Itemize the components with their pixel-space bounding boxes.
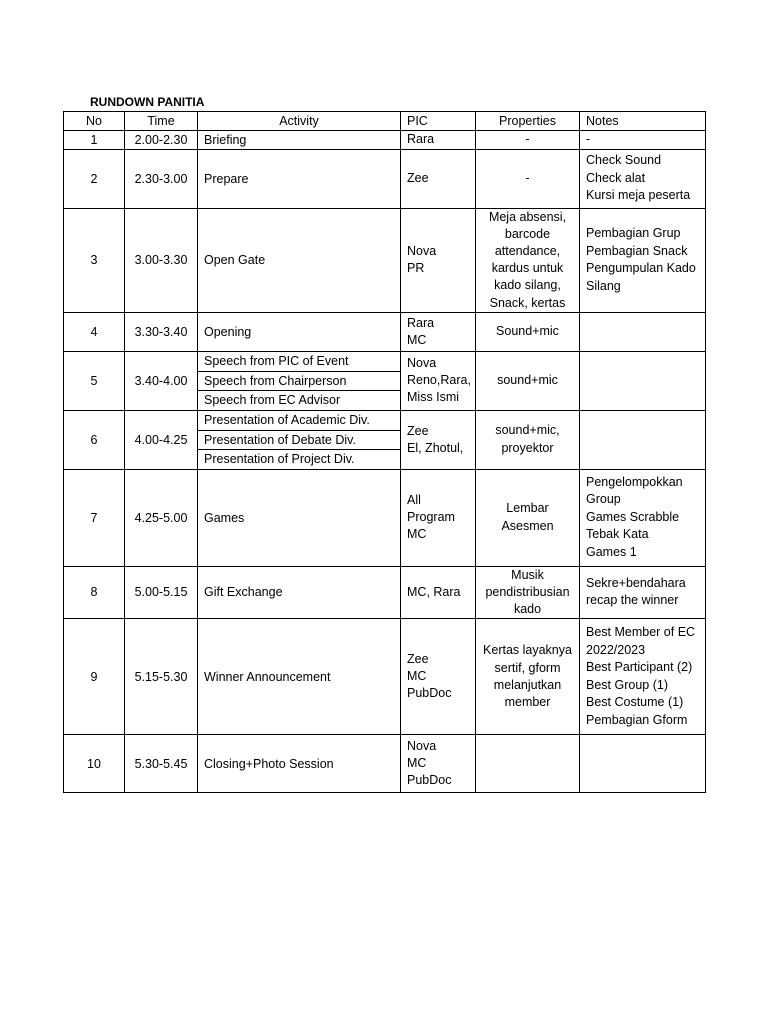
activity-subitem: Speech from Chairperson (198, 371, 400, 390)
pic-line: PR (407, 261, 425, 276)
cell-activity (198, 735, 401, 793)
notes-line: Group (586, 492, 621, 507)
activity-subitem: Presentation of Academic Div. (204, 412, 370, 427)
cell-time: 3.00-3.30 (125, 208, 198, 312)
properties-line: - (525, 170, 530, 185)
cell-no: 9 (64, 619, 125, 735)
table-row (64, 619, 706, 735)
properties-line: attendance, (494, 243, 561, 258)
table-row (64, 410, 706, 469)
cell-notes (580, 735, 706, 793)
cell-properties (476, 208, 580, 312)
cell-activity (198, 149, 401, 208)
table-row (64, 208, 706, 312)
notes-line: Check alat (586, 170, 646, 185)
cell-activity (198, 351, 401, 410)
cell-activity (198, 566, 401, 619)
notes-line: Silang (586, 278, 621, 293)
properties-line: sertif, gform (494, 660, 561, 675)
cell-notes (580, 410, 706, 469)
cell-activity (198, 131, 401, 150)
cell-time: 5.00-5.15 (125, 566, 198, 619)
notes-line: Sekre+bendahara (586, 575, 686, 590)
cell-time: 3.40-4.00 (125, 351, 198, 410)
cell-pic (401, 131, 476, 150)
cell-no: 3 (64, 208, 125, 312)
properties-line: kardus untuk (491, 261, 564, 276)
cell-properties (476, 735, 580, 793)
activity-line: Open Gate (204, 253, 266, 268)
cell-pic (401, 566, 476, 619)
properties-line: Sound+mic (496, 324, 559, 339)
cell-pic (401, 351, 476, 410)
cell-activity (198, 312, 401, 351)
cell-time: 5.15-5.30 (125, 619, 198, 735)
properties-line: Meja absensi, (488, 209, 567, 224)
cell-pic (401, 208, 476, 312)
properties-line: Musik (511, 567, 544, 582)
cell-time: 3.30-3.40 (125, 312, 198, 351)
properties-line: Asesmen (501, 518, 554, 533)
table-row (64, 149, 706, 208)
cell-no: 8 (64, 566, 125, 619)
cell-pic (401, 469, 476, 566)
pic-line: Zee (407, 423, 429, 438)
rundown-table (63, 111, 706, 793)
header-pic: PIC (401, 112, 476, 131)
pic-line: Nova (407, 739, 437, 754)
pic-line: Miss Ismi (407, 390, 460, 405)
activity-line: Winner Announcement (204, 669, 331, 684)
header-properties: Properties (476, 112, 580, 131)
cell-notes (580, 619, 706, 735)
cell-notes (580, 469, 706, 566)
properties-line: Snack, kertas (489, 295, 566, 310)
properties-line: barcode (504, 226, 551, 241)
cell-no: 2 (64, 149, 125, 208)
table-row (64, 351, 706, 410)
table-row (64, 566, 706, 619)
properties-line: member (504, 695, 551, 709)
properties-line: proyektor (501, 440, 554, 455)
properties-line: sound+mic (497, 373, 558, 388)
notes-line: - (586, 132, 591, 146)
cell-no: 1 (64, 131, 125, 150)
pic-line: Rara (407, 132, 435, 147)
cell-no: 5 (64, 351, 125, 410)
properties-line: pendistribusian (485, 584, 570, 599)
pic-line: MC, Rara (407, 584, 461, 599)
notes-line: Pembagian Grup (586, 226, 681, 241)
cell-activity (198, 469, 401, 566)
notes-line: recap the winner (586, 593, 679, 608)
properties-line: melanjutkan (493, 677, 562, 692)
notes-line: 2022/2023 (586, 642, 646, 657)
cell-time: 4.00-4.25 (125, 410, 198, 469)
notes-line: Best Participant (2) (586, 660, 693, 675)
document-title: RUNDOWN PANITIA (90, 95, 205, 109)
cell-properties (476, 351, 580, 410)
cell-properties (476, 566, 580, 619)
header-activity: Activity (198, 112, 401, 131)
cell-properties (476, 410, 580, 469)
table-row (64, 735, 706, 793)
pic-line: Nova (407, 244, 437, 259)
properties-line: Lembar (506, 501, 549, 516)
notes-line: Pembagian Snack (586, 243, 688, 258)
pic-line: Zee (407, 171, 429, 185)
properties-line: - (525, 132, 530, 147)
cell-properties (476, 149, 580, 208)
notes-line: Kursi meja peserta (586, 188, 691, 203)
properties-line: kado silang, (494, 278, 561, 293)
pic-line: MC (407, 332, 427, 347)
properties-line: sound+mic, (495, 423, 560, 438)
cell-properties (476, 619, 580, 735)
notes-line: Pembagian Gform (586, 712, 688, 727)
cell-pic (401, 149, 476, 208)
cell-notes (580, 566, 706, 619)
cell-notes (580, 131, 706, 150)
cell-pic (401, 619, 476, 735)
header-row (64, 112, 706, 131)
cell-pic (401, 735, 476, 793)
table-row (64, 131, 706, 150)
header-no: No (64, 112, 125, 131)
pic-line: MC (407, 669, 427, 684)
activity-subitem: Speech from EC Advisor (198, 390, 400, 409)
pic-line: All (407, 493, 421, 508)
activity-subitem: Speech from PIC of Event (204, 353, 349, 368)
cell-properties (476, 469, 580, 566)
notes-line: Check Sound (586, 153, 662, 168)
table-row (64, 312, 706, 351)
pic-line: PubDoc (407, 686, 452, 701)
cell-activity (198, 208, 401, 312)
activity-line: Prepare (204, 171, 249, 186)
cell-pic (401, 312, 476, 351)
pic-line: Nova (407, 356, 437, 371)
notes-line: Games Scrabble (586, 509, 680, 524)
activity-subitem: Presentation of Project Div. (198, 449, 400, 468)
table-row (64, 469, 706, 566)
cell-no: 7 (64, 469, 125, 566)
notes-line: Best Group (1) (586, 677, 668, 692)
notes-line: Pengumpulan Kado (586, 261, 696, 276)
notes-line: Pengelompokkan (586, 474, 683, 489)
cell-no: 10 (64, 735, 125, 793)
notes-line: Best Costume (1) (586, 695, 684, 710)
notes-line: Tebak Kata (586, 527, 649, 542)
cell-time: 4.25-5.00 (125, 469, 198, 566)
cell-properties (476, 312, 580, 351)
cell-notes (580, 312, 706, 351)
header-notes: Notes (580, 112, 706, 131)
activity-line: Gift Exchange (204, 585, 283, 600)
cell-notes (580, 208, 706, 312)
activity-line: Opening (204, 324, 252, 339)
cell-pic (401, 410, 476, 469)
cell-activity (198, 410, 401, 469)
pic-line: Rara (407, 315, 435, 330)
activity-line: Closing+Photo Session (204, 756, 334, 771)
pic-line: MC (407, 756, 427, 771)
notes-line: Games 1 (586, 544, 637, 559)
cell-time: 2.00-2.30 (125, 131, 198, 150)
activity-line: Games (204, 510, 245, 525)
cell-time: 5.30-5.45 (125, 735, 198, 793)
activity-line: Briefing (204, 132, 247, 147)
cell-notes (580, 149, 706, 208)
notes-line: Best Member of EC (586, 625, 696, 640)
properties-line: kado (513, 602, 542, 617)
header-time: Time (125, 112, 198, 131)
cell-no: 6 (64, 410, 125, 469)
cell-properties (476, 131, 580, 150)
pic-line: Program (407, 510, 455, 525)
cell-activity (198, 619, 401, 735)
activity-subitem: Presentation of Debate Div. (198, 430, 400, 449)
properties-line: Kertas layaknya (483, 643, 572, 658)
pic-line: PubDoc (407, 773, 452, 788)
cell-no: 4 (64, 312, 125, 351)
pic-line: El, Zhotul, (407, 440, 464, 455)
pic-line: Reno,Rara, (407, 373, 471, 388)
cell-notes (580, 351, 706, 410)
pic-line: Zee (407, 652, 429, 667)
cell-time: 2.30-3.00 (125, 149, 198, 208)
pic-line: MC (407, 527, 427, 542)
